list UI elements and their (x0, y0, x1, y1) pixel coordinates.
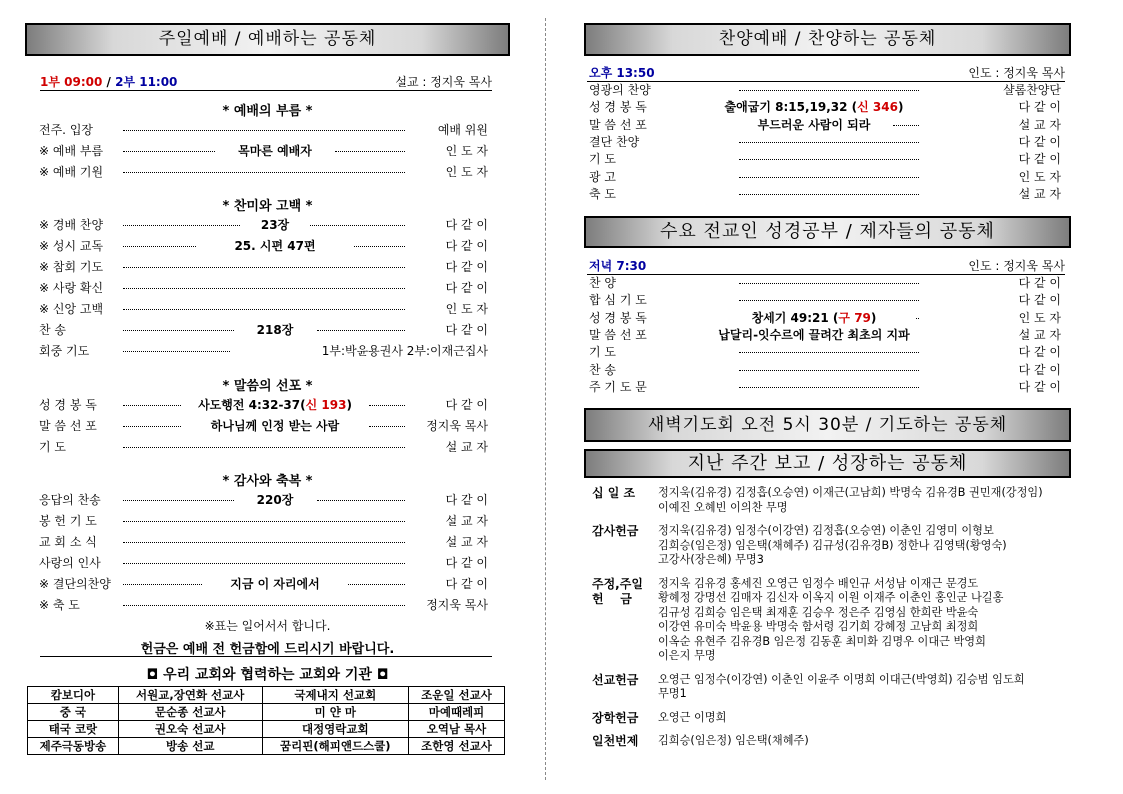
partner-row (28, 721, 505, 738)
program-item-label: 찬 송 (39, 323, 66, 337)
program-row (25, 237, 510, 255)
dot-leader (739, 352, 919, 353)
program-item-label: ※ 결단의찬양 (39, 577, 111, 591)
program-row (584, 326, 1071, 344)
wednesday-time-row (584, 257, 1071, 275)
report-names-line: 정지욱(김유경) 임정수(이강연) 김정흡(오승연) 이춘인 김영미 이형보 (658, 524, 994, 537)
report-category: 십 일 조 (592, 486, 636, 500)
program-row (25, 512, 510, 530)
program-item-label: ※ 사랑 확신 (39, 281, 104, 295)
program-item-text: 목마른 예배자 (238, 144, 312, 158)
program-row (584, 274, 1071, 292)
program-row (25, 216, 510, 234)
partner-cell: 마예때레피 (409, 704, 505, 721)
program-item-label: 성 경 봉 독 (589, 310, 647, 325)
partner-cell: 조한영 선교사 (409, 738, 505, 755)
weekly-report-title: 지난 주간 보고 / 성장하는 공동체 (584, 449, 1071, 478)
partner-row (28, 704, 505, 721)
report-names-line: 김규성 김희승 임은택 최재훈 김승우 정은주 김영심 한희란 박윤숙 (658, 605, 979, 619)
report-names (658, 711, 1071, 726)
praise-leader: 인도 : 정지욱 목사 (968, 66, 1065, 80)
partner-cell: 꿈리핀(해피앤드스쿨) (262, 738, 408, 755)
report-names-line: 정지욱 김유경 홍세진 오영근 임정수 배인규 서성남 이재근 문경도 (658, 576, 979, 590)
hymn-close: ) (346, 398, 352, 412)
program-row (25, 300, 510, 318)
dot-leader (739, 283, 919, 284)
program-item-role: 정지욱 목사 (426, 598, 488, 612)
program-item-role: 다 같 이 (1018, 134, 1061, 149)
stand-note: ※표는 일어서서 합니다. (204, 619, 331, 633)
report-category: 주정,주일 헌 금 (592, 576, 643, 606)
partners-title: ◘ 우리 교회와 협력하는 교회와 기관 ◘ (146, 667, 389, 683)
program-row (584, 168, 1071, 186)
report-names (658, 577, 1071, 664)
program-item-role: 다 같 이 (1018, 100, 1061, 115)
program-item-label: ※ 경배 찬양 (39, 218, 104, 232)
dot-leader (123, 605, 405, 606)
dot-leader (123, 288, 405, 289)
program-row (25, 417, 510, 435)
dot-leader (123, 447, 405, 448)
program-item-label: 찬 양 (589, 276, 616, 290)
program-item-role: 다 같 이 (445, 281, 488, 295)
dot-leader (123, 151, 215, 152)
program-row (584, 133, 1071, 151)
hymn-number: 신 346 (857, 100, 898, 115)
wednesday-leader: 인도 : 정지욱 목사 (968, 259, 1065, 273)
program-row (584, 361, 1071, 379)
page-fold-divider (545, 18, 546, 780)
report-names-line: 오영근 이명희 (658, 710, 727, 724)
program-row (25, 258, 510, 276)
header-underline (40, 90, 492, 91)
section-heading: * 찬미와 고백 * (222, 199, 313, 214)
dot-leader (739, 387, 919, 388)
program-item-content (684, 98, 944, 116)
program-item-text: 출애굽기 8:15,19,32 ( (724, 100, 858, 115)
preacher-label: 설교 : 정지욱 목사 (395, 75, 492, 89)
program-item-content (185, 417, 365, 435)
dot-leader (310, 225, 405, 226)
partner-cell: 태국 코랏 (28, 721, 119, 738)
program-item-role: 다 같 이 (445, 323, 488, 337)
dot-leader (123, 521, 405, 522)
partner-cell: 국제내지 선교회 (262, 687, 408, 704)
report-names-line: 김희승(임은정) 임은택(채혜주) 김규성(김유경B) 정한나 김영택(황영숙) (658, 538, 1007, 552)
service-time-row (25, 73, 510, 91)
program-item-text: 지금 이 자리에서 (230, 577, 320, 591)
dot-leader (739, 300, 919, 301)
program-item-label: ※ 성시 교독 (39, 239, 104, 253)
program-item-label: ※ 신앙 고백 (39, 302, 104, 316)
partner-cell: 대정영락교회 (262, 721, 408, 738)
dot-leader (739, 177, 919, 178)
program-item-label: 기 도 (39, 440, 66, 454)
program-item-role: 정지욱 목사 (426, 419, 488, 433)
program-item-text: 220장 (256, 493, 294, 507)
dot-leader (916, 318, 919, 319)
partner-row (28, 687, 505, 704)
partner-row (28, 738, 505, 755)
program-item-label: 성 경 봉 독 (39, 398, 97, 412)
program-item-label: 기 도 (589, 345, 616, 360)
program-item-role: 다 같 이 (445, 577, 488, 591)
dot-leader (123, 130, 405, 131)
dot-leader (123, 172, 405, 173)
praise-worship-title: 찬양예배 / 찬양하는 공동체 (584, 23, 1071, 56)
dot-leader (739, 159, 919, 160)
program-item-content (684, 326, 944, 344)
report-category: 선교헌금 (592, 672, 639, 687)
program-item-role: 다 같 이 (1018, 379, 1061, 394)
section-heading: * 감사와 축복 * (222, 474, 313, 489)
program-item-label: 교 회 소 식 (39, 535, 97, 549)
partner-cell: 서원교,장연화 선교사 (118, 687, 262, 704)
report-names-line: 김희승(임은정) 임은택(채혜주) (658, 734, 809, 747)
offering-underline (40, 656, 492, 657)
program-item-label: 합 심 기 도 (589, 293, 647, 308)
program-item-content (185, 237, 365, 255)
program-item-label: ※ 예배 부름 (39, 144, 104, 158)
program-item-label: 봉 헌 기 도 (39, 514, 97, 528)
partner-cell: 권오숙 선교사 (118, 721, 262, 738)
program-item-role: 설 교 자 (445, 514, 488, 528)
program-row (584, 309, 1071, 327)
report-category: 장학헌금 (592, 710, 639, 725)
report-names (658, 734, 1071, 749)
program-row (25, 121, 510, 139)
report-names (658, 486, 1071, 515)
section-heading: * 예배의 부름 * (222, 104, 313, 119)
program-row (584, 291, 1071, 309)
dot-leader (739, 90, 919, 91)
program-item-label: 주 기 도 문 (589, 379, 647, 394)
dot-leader (123, 584, 202, 585)
program-item-role: 인 도 자 (445, 302, 488, 316)
program-item-role: 다 같 이 (1018, 152, 1061, 167)
program-row (25, 575, 510, 593)
dot-leader (123, 309, 405, 310)
program-item-label: 응답의 찬송 (39, 493, 101, 507)
partner-cell: 중 국 (28, 704, 119, 721)
program-item-role: 다 같 이 (445, 493, 488, 507)
program-item-label: 회중 기도 (39, 344, 90, 358)
program-item-role: 다 같 이 (1018, 345, 1061, 360)
program-row (584, 81, 1071, 99)
program-item-text: 25. 시편 47편 (234, 239, 316, 253)
program-item-label: ※ 참회 기도 (39, 260, 104, 274)
dot-leader (123, 500, 234, 501)
dot-leader (335, 151, 405, 152)
dot-leader (123, 330, 234, 331)
program-item-content (185, 575, 365, 593)
program-item-label: ※ 예배 기원 (39, 165, 104, 179)
program-item-label: 광 고 (589, 169, 616, 184)
program-item-label: 기 도 (589, 152, 616, 167)
program-item-role: 다 같 이 (1018, 293, 1061, 308)
program-item-role: 인 도 자 (445, 165, 488, 179)
dot-leader (123, 542, 405, 543)
service-2-time: 2부 11:00 (115, 75, 178, 89)
partner-cell: 오역남 목사 (409, 721, 505, 738)
dot-leader (123, 405, 181, 406)
program-item-role: 다 같 이 (1018, 362, 1061, 377)
dot-leader (369, 405, 405, 406)
report-names (658, 524, 1071, 568)
dot-leader (123, 267, 405, 268)
program-item-role: 샬롬찬양단 (1003, 83, 1061, 97)
program-row (25, 491, 510, 509)
dot-leader (123, 351, 230, 352)
hymn-number: 구 79 (838, 310, 871, 325)
program-item-label: 성 경 봉 독 (589, 100, 647, 115)
hymn-close: ) (870, 310, 877, 325)
program-item-text: 하나님께 인정 받는 사람 (210, 419, 340, 433)
program-item-role: 다 같 이 (1018, 276, 1061, 290)
program-item-role: 설 교 자 (1018, 186, 1061, 201)
program-item-role: 다 같 이 (445, 398, 488, 412)
program-row (25, 396, 510, 414)
sunday-worship-title: 주일예배 / 예배하는 공동체 (25, 23, 510, 56)
program-row (25, 321, 510, 339)
program-row (584, 98, 1071, 116)
dot-leader (123, 246, 196, 247)
dot-leader (893, 125, 919, 126)
report-category: 일천번제 (592, 734, 639, 748)
report-names-line: 이예진 오혜빈 이의찬 무명 (658, 500, 788, 514)
program-row (25, 438, 510, 456)
program-item-role: 인 도 자 (1018, 169, 1061, 184)
report-names-line: 오영근 임정수(이강연) 이춘인 이윤주 이명희 이대근(박영희) 김승범 임도희 (658, 672, 1025, 686)
program-row (25, 533, 510, 551)
report-names-line: 무명1 (658, 687, 687, 700)
program-item-label: 영광의 찬양 (589, 83, 651, 97)
program-item-role: 설 교 자 (445, 440, 488, 454)
partner-cell: 제주극동방송 (28, 738, 119, 755)
program-item-label: 말 씀 선 포 (39, 419, 97, 433)
program-item-content (684, 309, 944, 327)
program-item-role: 다 같 이 (445, 260, 488, 274)
dot-leader (739, 142, 919, 143)
dot-leader (317, 330, 406, 331)
program-item-label: 말 씀 선 포 (589, 327, 647, 342)
partner-cell: 조운일 선교사 (409, 687, 505, 704)
dot-leader (123, 225, 240, 226)
program-row (584, 185, 1071, 203)
program-item-text: 사도행전 4:32-37( (198, 398, 306, 412)
service-separator: / (106, 75, 111, 89)
praise-time: 오후 13:50 (589, 66, 655, 80)
partner-cell: 캄보디아 (28, 687, 119, 704)
offering-note: 헌금은 예배 전 헌금함에 드리시기 바랍니다. (140, 642, 395, 657)
report-names-line: 정지욱(김유경) 김정흡(오승연) 이재근(고남희) 박명숙 김유경B 권민재(강정임) (658, 486, 1043, 499)
program-item-label: 사랑의 인사 (39, 556, 101, 570)
program-item-label: 전주. 입장 (39, 123, 93, 137)
dot-leader (123, 426, 181, 427)
program-row (584, 378, 1071, 396)
partner-cell: 문순종 선교사 (118, 704, 262, 721)
dot-leader (369, 426, 405, 427)
service-1-time: 1부 09:00 (40, 75, 103, 89)
praise-time-row (584, 64, 1071, 82)
program-item-role: 설 교 자 (445, 535, 488, 549)
program-item-content (185, 396, 365, 414)
dot-leader (739, 194, 919, 195)
program-item-label: 말 씀 선 포 (589, 117, 647, 132)
program-row (25, 342, 510, 360)
program-item-role: 1부:박윤용권사 2부:이재근집사 (321, 344, 488, 358)
report-names (658, 673, 1071, 702)
wednesday-study-title: 수요 전교인 성경공부 / 제자들의 공동체 (584, 216, 1071, 248)
program-item-role: 다 같 이 (445, 556, 488, 570)
section-heading: * 말씀의 선포 * (222, 379, 313, 394)
program-item-text: 218장 (256, 323, 294, 337)
program-row (25, 279, 510, 297)
hymn-close: ) (897, 100, 904, 115)
program-item-label: 찬 송 (589, 362, 616, 377)
program-item-text: 23장 (260, 218, 290, 232)
program-item-role: 다 같 이 (445, 218, 488, 232)
program-row (25, 163, 510, 181)
report-names-line: 이강연 유미숙 박윤용 박명숙 함서령 김기희 강혜정 고남희 최정희 (658, 620, 979, 633)
program-item-text: 납달리-잇수르에 끌려간 최초의 지파 (718, 327, 910, 342)
partner-cell: 방송 선교 (118, 738, 262, 755)
report-names-line: 고강사(장은혜) 무명3 (658, 553, 764, 566)
dot-leader (317, 500, 406, 501)
report-category: 감사헌금 (592, 524, 639, 538)
program-item-role: 다 같 이 (445, 239, 488, 253)
program-item-text: 부드러운 사람이 되라 (757, 117, 871, 132)
partner-cell: 미 얀 마 (262, 704, 408, 721)
program-item-label: ※ 축 도 (39, 598, 80, 612)
dot-leader (739, 370, 919, 371)
program-row (25, 142, 510, 160)
dawn-prayer-title: 새벽기도회 오전 5시 30분 / 기도하는 공동체 (584, 408, 1071, 442)
report-names-line: 황혜정 강명선 김매자 김신자 이옥지 이원 이재주 이춘인 홍인군 나길홍 (658, 591, 1004, 604)
wednesday-time: 저녁 7:30 (589, 259, 647, 273)
program-item-role: 설 교 자 (1018, 117, 1061, 132)
program-item-role: 인 도 자 (445, 144, 488, 158)
program-item-label: 결단 찬양 (589, 134, 640, 149)
hymn-number: 신 193 (305, 398, 347, 412)
partners-table (27, 686, 505, 755)
program-row (584, 116, 1071, 134)
program-row (25, 596, 510, 614)
dot-leader (348, 584, 405, 585)
program-item-label: 축 도 (589, 186, 616, 201)
report-names-line: 이은지 무명 (658, 649, 716, 662)
program-item-text: 창세기 49:21 ( (751, 310, 839, 325)
program-row (584, 150, 1071, 168)
program-item-role: 예배 위원 (437, 123, 488, 137)
program-item-role: 인 도 자 (1018, 310, 1061, 325)
program-row (584, 343, 1071, 361)
program-row (25, 554, 510, 572)
program-item-role: 설 교 자 (1018, 327, 1061, 342)
dot-leader (123, 563, 405, 564)
report-names-line: 이옥순 유현주 김유경B 임은정 김동훈 최미화 김명우 이대근 박영희 (658, 634, 986, 648)
dot-leader (354, 246, 405, 247)
